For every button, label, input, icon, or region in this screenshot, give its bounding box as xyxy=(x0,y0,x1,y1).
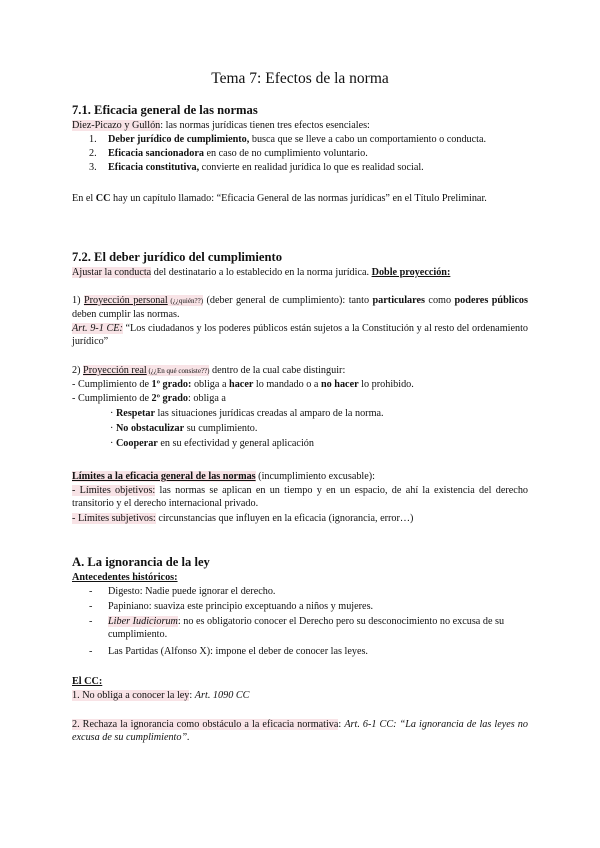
elcc-title: El CC: xyxy=(72,676,103,687)
c2-label: 2. Rechaza la ignorancia como obstáculo a la eficacia normativa xyxy=(72,719,339,730)
g1-e: lo mandado o a xyxy=(253,379,321,390)
p1-label: Proyección personal xyxy=(83,295,168,306)
g1-c: obliga a xyxy=(191,379,230,390)
item-bold: Eficacia sancionadora xyxy=(108,148,204,159)
proyeccion-real xyxy=(72,364,528,378)
item-text: busca que se lleve a cabo un comportamiento o conducta. xyxy=(249,134,487,145)
bullet: · xyxy=(110,438,116,449)
dash: - xyxy=(89,601,93,612)
ant-text: : impone el deber de conocer las leyes. xyxy=(210,646,368,657)
ls-text: circunstancias que influyen en la eficacia (ignorancia, error…) xyxy=(155,513,414,524)
p1-bold-poderes: poderes públicos xyxy=(454,295,528,306)
art-quote: “Los ciudadanos y los poderes públicos están sujetos a la Constitución y al resto del ordenamiento jurídico” xyxy=(72,323,528,348)
p2-num: 2) xyxy=(72,365,84,376)
p1-bold-particulares: particulares xyxy=(372,295,425,306)
limites-note: (incumplimiento excusable): xyxy=(255,471,376,482)
sub-obstaculizar xyxy=(110,422,528,435)
g2-c: : obliga a xyxy=(188,393,226,404)
cc-text-c: hay un capítulo llamado: “Eficacia General de las normas jurídicas” en el Título Preliminar. xyxy=(110,193,487,204)
page-title: Tema 7: Efectos de la norma xyxy=(211,70,389,87)
g1-a: - Cumplimiento de xyxy=(72,379,152,390)
sub1-text: las situaciones jurídicas creadas al amparo de la norma. xyxy=(155,408,384,419)
sub-respetar xyxy=(110,407,528,420)
p1-text-end: deben cumplir las normas. xyxy=(72,309,180,321)
s71-cc-line xyxy=(72,192,528,205)
dash: - xyxy=(89,646,93,657)
s71-intro-text: : las normas jurídicas tienen tres efectos esenciales: xyxy=(160,120,370,131)
grado-1 xyxy=(72,378,528,391)
lo-label: - Límites objetivos: xyxy=(72,485,156,496)
ant-label: Papiniano xyxy=(108,601,149,612)
s71-intro xyxy=(72,119,528,132)
section-heading-7-2: 7.2. El deber jurídico del cumplimiento xyxy=(72,250,283,264)
g1-f: no hacer xyxy=(320,379,359,390)
p1-text: (deber general de cumplimiento): tanto xyxy=(203,295,373,306)
limites-title: Límites a la eficacia general de las normas xyxy=(72,471,256,482)
dash: - xyxy=(89,586,93,597)
p1-num: 1) xyxy=(72,295,84,306)
p2-highlight xyxy=(83,365,209,376)
intro-text: del destinatario a lo establecido en la norma jurídica. xyxy=(151,267,372,278)
p2-question: (¿¿En qué consiste??) xyxy=(146,367,210,375)
elcc-heading xyxy=(72,675,528,688)
g1-b: 1º grado: xyxy=(151,379,192,390)
p1-text-como: como xyxy=(424,295,455,306)
limites-subjetivos xyxy=(72,512,528,525)
c1-colon: : xyxy=(189,690,195,701)
antecedentes-title: Antecedentes históricos: xyxy=(72,572,178,583)
item-text: convierte en realidad jurídica lo que es realidad social. xyxy=(199,162,424,173)
s72-intro xyxy=(72,266,528,279)
item-bold: Eficacia constitutiva, xyxy=(108,162,200,173)
g2-b: 2º grado xyxy=(151,393,188,404)
c1-art: Art. 1090 CC xyxy=(194,690,250,701)
intro-highlight: Ajustar la conducta xyxy=(72,267,152,278)
item-text: en caso de no cumplimiento voluntario. xyxy=(203,148,368,159)
lo-text: las normas se aplican en un tiempo y en un espacio, de ahí la existencia del derecho transitorio y el derecho internacional privado. xyxy=(72,485,529,510)
ant-label-italic: Liber Iudiciorum xyxy=(108,616,178,627)
bullet: · xyxy=(110,423,116,434)
ant-text: : Nadie puede ignorar el derecho. xyxy=(139,586,276,597)
art-ref: Art. 9-1 CE: xyxy=(72,323,123,334)
sub2-text: su cumplimiento. xyxy=(184,423,258,434)
c2-art: Art. 6-1 CC: “La ignorancia de las leyes no excusa de su cumplimiento”. xyxy=(72,719,528,744)
doble-proyeccion: Doble proyección: xyxy=(371,267,451,278)
c2-colon: : xyxy=(338,719,345,730)
g2-a: - Cumplimiento de xyxy=(72,393,152,404)
sub3-bold: Cooperar xyxy=(115,438,158,449)
ant-label: Las Partidas (Alfonso X) xyxy=(108,646,211,657)
sub-cooperar xyxy=(110,437,528,450)
item-number: 1. xyxy=(89,134,97,145)
limites-heading xyxy=(72,470,528,483)
bullet: · xyxy=(110,408,116,419)
section-heading-a: A. La ignorancia de la ley xyxy=(72,555,210,569)
g1-g: lo prohibido. xyxy=(358,379,414,390)
sub1-bold: Respetar xyxy=(115,408,155,419)
c1-label: 1. No obliga a conocer la ley xyxy=(72,690,190,701)
ls-label: - Límites subjetivos: xyxy=(72,513,156,524)
p2-text: dentro de la cual cabe distinguir: xyxy=(209,365,346,376)
sub3-text: en su efectividad y general aplicación xyxy=(157,438,314,449)
item-number: 2. xyxy=(89,148,97,159)
ant-label: Digesto xyxy=(108,586,140,597)
art-9-1-ce xyxy=(72,322,528,348)
item-bold: Deber jurídico de cumplimiento, xyxy=(108,134,250,145)
ant-text: : suaviza este principio exceptuando a niños y mujeres. xyxy=(148,601,374,612)
sub2-bold: No obstaculizar xyxy=(115,423,185,434)
p1-highlight xyxy=(84,295,203,306)
dash: - xyxy=(89,616,93,627)
g1-d: hacer xyxy=(229,379,254,390)
section-heading-7-1: 7.1. Eficacia general de las normas xyxy=(72,103,258,117)
p2-label: Proyección real xyxy=(83,365,147,376)
cc-text-a: En el xyxy=(72,193,96,204)
cc-point-1 xyxy=(72,689,528,702)
limites-objetivos xyxy=(72,484,528,510)
ant-text: : no es obligatorio conocer el Derecho pero su desconocimiento no excusa de su cumplimiento. xyxy=(108,616,505,641)
cc-bold: CC xyxy=(95,193,111,204)
proyeccion-personal xyxy=(72,294,528,321)
item-number: 3. xyxy=(89,162,97,173)
antecedentes-heading xyxy=(72,571,528,584)
grado-2 xyxy=(72,392,528,405)
authors-highlight: Diez-Picazo y Gullón xyxy=(72,120,161,131)
cc-point-2 xyxy=(72,718,528,744)
p1-question: (¿¿quién??) xyxy=(167,297,204,305)
